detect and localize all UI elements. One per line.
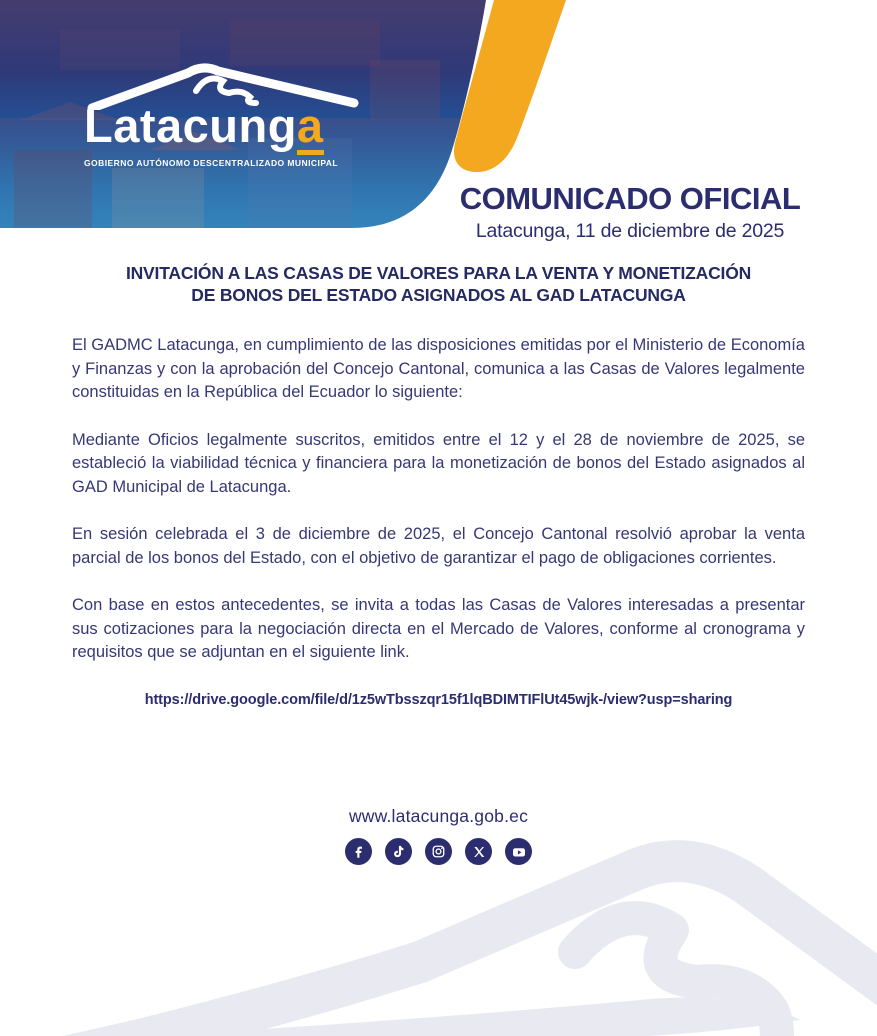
document-title-line1: INVITACIÓN A LAS CASAS DE VALORES PARA LA VENTA Y MONETIZACIÓN	[125, 263, 752, 283]
paragraph-2: Mediante Oficios legalmente suscritos, emitidos entre el 12 y el 28 de noviembre de 2025, se estableció la viabilidad técnica y financiera para la monetización de bonos del Estado asignados al GAD Municipal de Latacunga.	[72, 430, 805, 496]
mountain-watermark	[0, 786, 877, 1036]
logo-wordmark	[84, 99, 374, 155]
announcement-title: COMUNICADO OFICIAL	[459, 181, 801, 216]
paragraph-1: El GADMC Latacunga, en cumplimiento de las disposiciones emitidas por el Ministerio de Economía y Finanzas y con la aprobación del Concejo Cantonal, comunica a las Casas de Valores legalmente constituidas en la República del Ecuador lo siguiente:	[72, 336, 805, 401]
paragraph-3: En sesión celebrada el 3 de diciembre de 2025, el Concejo Cantonal resolvió aprobar la venta parcial de los bonos del Estado, con el objetivo de garantizar el pago de obligaciones corrientes.	[72, 525, 805, 567]
drive-link[interactable]: https://drive.google.com/file/d/1z5wTbsszqr15f1lqBDIMTIFlUt45wjk-/view?usp=sharing	[144, 691, 733, 708]
gad-latacunga-logo	[84, 58, 374, 168]
wordmark-main: Latacung	[84, 99, 297, 152]
logo-subtitle: GOBIERNO AUTÓNOMO DESCENTRALIZADO MUNICIPAL	[84, 158, 339, 168]
document-title	[72, 262, 805, 306]
document-body	[72, 262, 805, 708]
document-title-line2: DE BONOS DEL ESTADO ASIGNADOS AL GAD LATACUNGA	[191, 285, 686, 305]
announcement-header	[430, 182, 830, 243]
announcement-date: Latacunga, 11 de diciembre de 2025	[475, 220, 785, 243]
wordmark-accent: a	[297, 102, 324, 155]
website-url: www.latacunga.gob.ec	[348, 806, 529, 826]
paragraph-4: Con base en estos antecedentes, se invita a todas las Casas de Valores interesadas a presentar sus cotizaciones para la negociación directa en el Mercado de Valores, conforme al cronograma y requisitos que se adjuntan en el siguiente link.	[72, 596, 805, 661]
